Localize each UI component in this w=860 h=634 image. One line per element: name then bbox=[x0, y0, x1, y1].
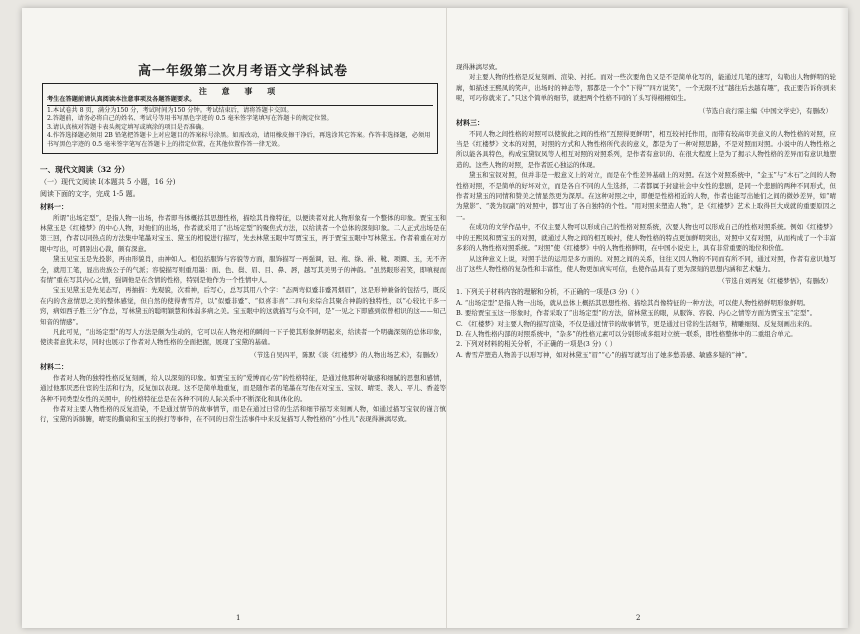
notice-item: 1.本试卷共 8 页，满分为150 分，考试时间为150 分钟。考试结束后，请将答题卡交回。 bbox=[47, 106, 293, 114]
material-2-label: 材料二： bbox=[40, 361, 68, 371]
material-2-source: （节选自袁行霈主编《中国文学史》，有删改） bbox=[698, 106, 832, 115]
paragraph: 黛玉和宝钗对照，但并非是一般意义上的对立，而是在个性差异基础上的对照。在这个对照系统中，“金玉”与“木石”之间的人物性格对照，不是简单的好坏对立，而是各自不同的人生选择，二者都属于封建社会中女性的悲剧，是同一个悲剧的两种不同形式，但作者对黛玉的同情和赞美之情显然更为深厚。在这种对照之中，即便是性格相近的人物，作者也能写出她们之间的微妙差异，如“晴为黛影”、“袭为钗副”的对照中，都写出了各自独特的个性。“用对照来塑造人物”，是《红楼梦》艺术上取得巨大成就的重要原因之一。 bbox=[456, 171, 836, 221]
paragraph: 现得淋漓尽致。 bbox=[456, 63, 502, 71]
paragraph: 从这种意义上说，对照手法的运用是多方面的。对照之间的关系，往往又因人物的不同而有所不同，通过对照，作者有意识地写出了这些人物性格的复杂性和丰富性，使人物更加真实可信，也使作品具有了更为深刻的思想内涵和艺术魅力。 bbox=[456, 254, 836, 273]
material-1-source: （节选自吴四平，陈默《谈《红楼梦》的人物出场艺术》，有删改） bbox=[250, 350, 442, 359]
material-1-label: 材料一： bbox=[40, 201, 68, 211]
paragraph: 在成功的文学作品中，不仅主要人物可以形成自己的性格对照系统，次要人物也可以形成自己的性格对照系统。例如《红楼梦》中的王熙凤和贾宝玉的对照，就通过人物之间的相互映衬，使人物性格的特点更加鲜明突出，对照中又有对照，从而构成了一个丰富多彩的人物性格对照系统。“对照”使《红楼梦》中的人物性格鲜明，在中国小说史上，具有非常重要的地位和价值。 bbox=[456, 223, 836, 253]
page-divider bbox=[446, 8, 447, 628]
page-number: 2 bbox=[636, 614, 641, 622]
paragraph: 所谓“出场定型”，是指人物一出场，作者即当体概括其思想性格，描绘其肖像特征，以便读者对此人物形象有一个整体的印象。贾宝玉和林黛玉是《红楼梦》的中心人物，对他们的出场，作者就采用了“出场定型”的聚焦式方法，以给读者一个总体的深刻印象。二人正式出场是在第三回，作者以同热点的方法集中笔墨对宝玉、黛玉的相貌进行描写，先去林黛玉眼中写贾宝玉，再于贾宝玉眼中写林黛玉。作者着重在对方眼中写出，可谓别出心裁，颇有深意。 bbox=[40, 213, 446, 253]
material-3-source: （节选自刘再复《红楼梦悟》，有删改） bbox=[718, 277, 832, 286]
notice-heading: 注 意 事 项 bbox=[198, 86, 282, 96]
notice-intro: 考生在答题前请认真阅读本注意事项及各题答题要求。 bbox=[47, 96, 433, 106]
question-2: 2. 下列对材料的相关分析，不正确的一项是(3 分)（ ） bbox=[456, 340, 617, 349]
question-1-option-c: C. 《红楼梦》对主要人物的描写渲染，不仅是通过情节的故事情节，更是通过日常的生活细节，精雕细刻、反复刻画出来的。 bbox=[456, 319, 816, 328]
question-1-option-b: B. 要给贾宝玉这一形象时，作者采取了“出场定型”的方法，留林黛玉的眼，从服饰、容貌、内心之情等方面为贾宝玉“定型”。 bbox=[456, 309, 817, 318]
question-1: 1. 下列关于材料内容的理解和分析，不正确的一项是(3 分)（ ） bbox=[456, 288, 643, 297]
question-1-option-d: D. 在人物性格内部的对照系统中，“杂多”的性格元素可以分别形成多组对立统一联系，即性格整体中的二重组合单元。 bbox=[456, 329, 797, 338]
notice-item: 3.请认真核对答题卡表头规定填写或填涂的项目是否准确。 bbox=[47, 123, 208, 131]
page-right bbox=[456, 8, 836, 628]
exam-sheet bbox=[22, 8, 848, 628]
paragraph: 宝玉见黛玉是先见态写，再抽描：先观貌，次看神，后写心，总写其用八个字：“态两弯似蹙非蹙罥烟眉”，这是形神兼备的包括弓，既反在内的含意情思之美的整体感觉，但自然的使得曹雪芹，以“似蹙非蹙”、“似喜非喜”二四句来综合其聚合神韵的独特性，以“心较比干多一窍，病如西子胜三分”作总，写林黛玉的聪明颖慧和体弱多病之美。宝玉眼中的这就描写与众不同，是“一见之下即感到似曾相识的这——知己知音的情感”。 bbox=[40, 286, 446, 326]
paragraph: 作者对人物的独特性格反复刻画，给人以深刻的印象。如贾宝玉的“爱博而心劳”的性格特征，是通过他那种对敏感和细腻的思想和感情，通过他那厌恶仕宦的生活和行为，反复加以表现。这不是简单地重复，而是随作者的笔墨在写他在对宝玉、宝钗、晴雯、袭人、平儿、香菱等各种不同类型女性的关照中，的性格特征总是在各种不同的人际关系中不断深化和具体化的。 bbox=[40, 373, 446, 403]
notice-item: 2.答题前，请务必将自己的姓名、考试号等用书写黑色字迹的 0.5 毫米签字笔填写在答题卡的规定位置。 bbox=[47, 115, 333, 123]
paragraph: 不同人物之间性格的对照可以使彼此之间的性格“互照得更鲜明”，相互较衬托作用，而带有较高审美意义的人物性格的对照，应当是《红楼梦》文本的对照，对照的方式和人物性格所代表的意义，都是为了一种对照思路，不是对照而对照。小说中的人物性格之所以能各具特色，构成宝黛钗凤等人相互对照的对照系列，是作者有意识的、在很大程度上是为了揭示人物性格的差异而有意识地塑造的。这些人物的对照，是作者匠心独运的体现。 bbox=[456, 129, 836, 169]
exam-title: 高一年级第二次月考语文学科试卷 bbox=[137, 64, 348, 79]
section-heading: 一、现代文阅读（32 分） bbox=[40, 164, 130, 174]
notice-item: 4.作答选择题必须用 2B 铅笔把答题卡上对应题目的答案标号涂黑。如需改动，请用橡皮擦干净后，再选涂其它答案。作答非选择题，必须用书写黑色字迹的 0.5 毫米签字笔写在答题卡上的指定位置，在其他位置作答一律无效。 bbox=[47, 132, 431, 148]
paragraph: 黛玉见宝玉是先投影，再由形貌肖，由神如人。相包括服饰与容貌等方面，服饰描写一再强调，冠、袍、绦、褂、靴、项圈、玉，无不齐全，就用工笔，显出贵族公子的气派；容貌描写则重用墨：面、色、鬓、眉、目、鼻、唇，越写其美男子的神韵。“虽然眼形若笑，即嗔视而有情”重在写其内心之情，强调他是在含情的性格，特别是他作为一个性情中人。 bbox=[40, 255, 446, 284]
material-2-continued bbox=[456, 62, 836, 104]
question-2-option-a: A. 曹雪芹塑造人物善于以形写神，如对林黛玉“眉”“心”的描写就写出了她多愁善感、敏感多疑的“神”。 bbox=[456, 350, 752, 359]
subsection-heading: （一）现代文阅读 I(本题共 5 小题，16 分) bbox=[40, 177, 176, 186]
paragraph: 作者对主要人物性格的反复渲染，不是通过情节的故事情节，而是在通过日常的生活和细节描写来刻画人物，如通过描写宝钗的谨言慎行，宝黛的诉肺腑，晴雯的撕扇和宝玉的挨打等事件，在不同的日常生活事件中来反复描写人物性格的“小性儿”表现得淋漓尽致。 bbox=[40, 405, 446, 424]
material-3-label: 材料三： bbox=[456, 117, 484, 127]
page-number: 1 bbox=[236, 614, 241, 622]
paragraph: 对主要人物的性格是反复刻画、渲染、衬托。而对一些次要角色又是不是简单化写的，能通过几笔的速写，勾勒出人物鲜明的轮廓，如描述王熙凤的笑声，出场时的神态等，那都是一个个“下得”“四方说笑”，一个无限不过“越往后去越有趣”，我正要告诉你到来呢，可巧你就来了。”只这个简单的细节，就把两个性格不同的丫头写得栩栩如生。 bbox=[456, 73, 836, 103]
paragraph: 凡此可见，“出场定型”的写人方法是颇为生动的，它可以在人物亮相的瞬间一下子使其形象鲜明起来，给读者一个明确深刻的总体印象，使读者意犹未尽，同时也展示了作者对人物性格的全面把握，展现了宝黛的基础。 bbox=[40, 328, 446, 347]
material-3-text bbox=[456, 129, 836, 275]
material-2-text bbox=[40, 373, 446, 425]
notice-box bbox=[42, 83, 438, 154]
page-edge-shadow bbox=[840, 8, 848, 628]
question-1-option-a: A. “出场定型”是指人物一出场，就从总体上概括其思想性格、描绘其肖像特征的一种方法，可以使人物性格鲜明形象鲜明。 bbox=[456, 298, 810, 307]
reading-instruction: 阅读下面的文字，完成 1-5 题。 bbox=[40, 189, 140, 198]
page-left bbox=[40, 8, 446, 628]
material-1-text bbox=[40, 213, 446, 348]
